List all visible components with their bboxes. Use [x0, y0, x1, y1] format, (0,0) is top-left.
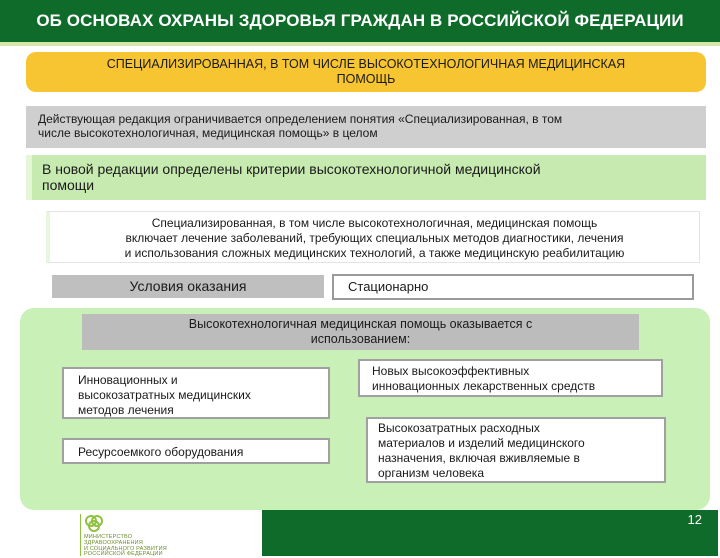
innovative-methods-item — [62, 367, 330, 419]
logo-divider — [80, 514, 81, 556]
logo-line-4: РОССИЙСКОЙ ФЕДЕРАЦИИ — [84, 551, 163, 558]
hitech-line-2: использованием: — [310, 332, 411, 346]
conditions-value: Стационарно — [332, 274, 694, 300]
hitech-line-1: Высокотехнологичная медицинская помощь оказывается с — [188, 317, 533, 331]
ministry-emblem-icon — [82, 512, 106, 536]
logo-line-3: И СОЦИАЛЬНОГО РАЗВИТИЯ — [84, 545, 167, 552]
current-edition-line-1: Действующая редакция ограничивается определением понятия «Специализированная, в том — [38, 112, 563, 126]
definition-line-1: Специализированная, в том числе высокотехнологичная, медицинская помощь — [151, 216, 598, 230]
topic-line-1: СПЕЦИАЛИЗИРОВАННАЯ, В ТОМ ЧИСЛЕ ВЫСОКОТЕХНОЛОГИЧНАЯ МЕДИЦИНСКАЯ — [106, 57, 626, 71]
materials-line-1: Высокозатратных расходных — [378, 421, 540, 435]
resource-equipment-item — [62, 438, 330, 464]
logo-caption — [84, 535, 192, 558]
new-edition-line-1: В новой редакции определены критерии высокотехнологичной медицинской — [42, 161, 541, 177]
drugs-line-2: инновационных лекарственных средств — [372, 379, 596, 393]
materials-line-2: материалов и изделий медицинского — [378, 436, 585, 450]
conditions-label: Условия оказания — [52, 275, 324, 298]
materials-line-3: назначения, включая вживляемые в — [378, 451, 580, 465]
drugs-line-1: Новых высокоэффективных — [372, 364, 530, 378]
new-drugs-item — [358, 359, 663, 397]
ministry-logo — [62, 510, 192, 556]
innovative-line-3: методов лечения — [78, 403, 174, 417]
current-edition-line-2: числе высокотехнологичная, медицинская помощь» в целом — [38, 126, 378, 140]
topic-line-2: ПОМОЩЬ — [336, 72, 396, 86]
new-edition-line-2: помощи — [42, 177, 95, 193]
resource-line-1: Ресурсоемкого оборудования — [78, 445, 244, 459]
definition-line-2: включает лечение заболеваний, требующих специальных методов диагностики, лечения — [125, 231, 624, 245]
innovative-line-2: высокозатратных медицинских — [78, 388, 251, 402]
innovative-line-1: Инновационных и — [78, 373, 178, 387]
page-number: 12 — [687, 512, 702, 527]
topic-banner — [26, 52, 706, 92]
logo-line-1: МИНИСТЕРСТВО — [84, 534, 133, 540]
definition-box — [46, 211, 700, 263]
page-title — [0, 0, 720, 42]
materials-item — [366, 417, 666, 483]
materials-line-4: организм человека — [378, 466, 484, 480]
current-edition-box — [26, 106, 706, 148]
definition-line-3: и использования сложных медицинских технологий, а также медицинскую реабилитацию — [124, 246, 625, 260]
new-edition-box — [26, 155, 706, 200]
hitech-heading — [82, 314, 639, 350]
page-title-text: ОБ ОСНОВАХ ОХРАНЫ ЗДОРОВЬЯ ГРАЖДАН В РОССИЙСКОЙ ФЕДЕРАЦИИ — [36, 11, 684, 30]
logo-line-2: ЗДРАВООХРАНЕНИЯ — [84, 539, 143, 546]
